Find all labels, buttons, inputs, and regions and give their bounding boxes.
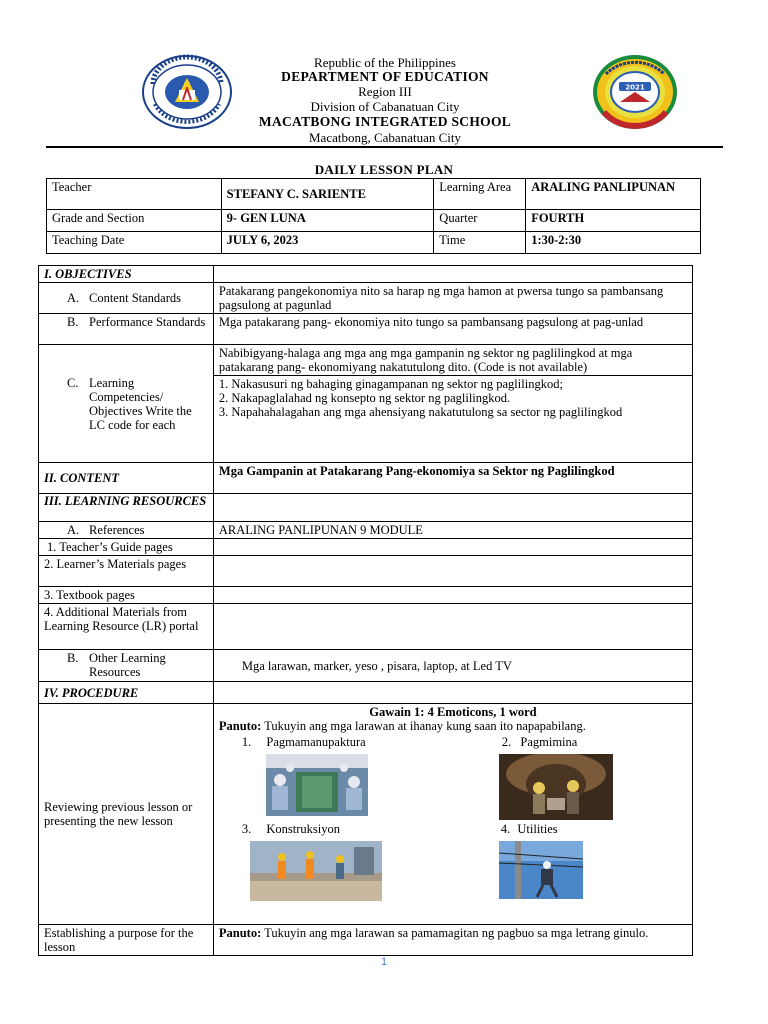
content-standards-label-text: Content Standards bbox=[89, 291, 182, 305]
gawain-instructions bbox=[214, 719, 692, 733]
objectives-heading-blank bbox=[213, 266, 692, 283]
activity-item-1 bbox=[242, 735, 366, 749]
division-line: Division of Cabanatuan City bbox=[310, 99, 460, 114]
competencies-list bbox=[214, 376, 692, 420]
performance-standards-label-text: Performance Standards bbox=[89, 315, 206, 329]
page-number: 1 bbox=[380, 956, 388, 968]
competencies-intro: Nabibigyang-halaga ang mga ang mga gampanin ng sektor ng paglilingkod at mga patakarang pang- ekonomiyang nakatutulong dito. (Code is not available) bbox=[214, 345, 692, 376]
teacher-value: STEFANY C. SARIENTE bbox=[221, 179, 434, 210]
competencies-label-text: Learning Competencies/ Objectives Write the LC code for each bbox=[89, 375, 192, 432]
time-label: Time bbox=[434, 232, 526, 254]
competency-item: 2. Nakapaglalahad ng konsepto ng sektor ng paglilingkod. bbox=[218, 391, 511, 405]
seal-year: 2021 bbox=[625, 83, 645, 92]
purpose-panuto-label: Panuto: bbox=[218, 926, 262, 940]
lesson-plan-table bbox=[38, 265, 693, 956]
manufacturing-photo bbox=[266, 754, 368, 816]
review-label: Reviewing previous lesson or presenting the new lesson bbox=[39, 704, 214, 925]
learning-area-label: Learning Area bbox=[434, 179, 526, 210]
header-rule bbox=[46, 146, 723, 148]
teacher-label: Teacher bbox=[47, 179, 222, 210]
additional-materials-label: 4. Additional Materials from Learning Resource (LR) portal bbox=[39, 604, 214, 650]
content-standards-letter: A. bbox=[67, 291, 80, 305]
other-resources-value: Mga larawan, marker, yeso , pisara, laptop, at Led TV bbox=[213, 650, 692, 682]
activity-item-2 bbox=[502, 735, 577, 749]
content-value: Mga Gampanin at Patakarang Pang-ekonomiya sa Sektor ng Paglilingkod bbox=[213, 463, 692, 494]
school-name: MACATBONG INTEGRATED SCHOOL bbox=[258, 114, 512, 129]
item-number: 4. bbox=[500, 822, 511, 836]
textbook-value bbox=[213, 587, 692, 604]
activity-item-3 bbox=[242, 822, 340, 836]
activity-item-4 bbox=[501, 822, 558, 836]
purpose-label: Establishing a purpose for the lesson bbox=[39, 925, 214, 956]
lesson-info-table bbox=[46, 178, 701, 254]
item-label: Utilities bbox=[517, 822, 558, 836]
learners-materials-label: 2. Learner’s Materials pages bbox=[39, 556, 214, 587]
grade-section-label: Grade and Section bbox=[47, 210, 222, 232]
competency-item: 1. Nakasusuri ng bahaging ginagampanan ng sektor ng paglilingkod; bbox=[218, 377, 563, 391]
references-value: ARALING PANLIPUNAN 9 MODULE bbox=[213, 522, 692, 539]
grade-section-value: 9- GEN LUNA bbox=[221, 210, 434, 232]
mining-photo bbox=[499, 754, 613, 820]
purpose-instructions bbox=[213, 925, 692, 956]
competencies-label bbox=[39, 345, 214, 463]
time-value: 1:30-2:30 bbox=[526, 232, 701, 254]
item-label: Pagmimina bbox=[520, 735, 578, 749]
school-address: Macatbong, Cabanatuan City bbox=[309, 130, 461, 145]
school-seal-logo bbox=[592, 54, 678, 130]
panuto-text: Tukuyin ang mga larawan at ihanay kung saan ito napapabilang. bbox=[264, 719, 586, 733]
competency-item: 3. Napahahalagahan ang mga ahensiyang nakatutulong sa sector ng paglilingkod bbox=[218, 405, 623, 419]
competencies-letter: C. bbox=[67, 375, 79, 390]
item-label: Pagmamanupaktura bbox=[266, 735, 366, 749]
region-line: Region III bbox=[358, 84, 412, 99]
teaching-date-value: JULY 6, 2023 bbox=[221, 232, 434, 254]
procedure-heading: IV. PROCEDURE bbox=[39, 682, 214, 704]
gawain-title: Gawain 1: 4 Emoticons, 1 word bbox=[369, 705, 537, 719]
panuto-label: Panuto: bbox=[218, 719, 262, 733]
utilities-photo bbox=[499, 841, 583, 899]
references-label-text: References bbox=[89, 523, 145, 537]
learning-resources-blank bbox=[213, 494, 692, 522]
purpose-panuto-text: Tukuyin ang mga larawan sa pamamagitan ng pagbuo sa mga letrang ginulo. bbox=[264, 926, 649, 940]
teachers-guide-label: 1. Teacher’s Guide pages bbox=[39, 539, 214, 556]
other-resources-letter: B. bbox=[67, 651, 79, 665]
competencies-cell bbox=[213, 345, 692, 463]
performance-standards-value: Mga patakarang pang- ekonomiya nito tungo sa pambansang pagsulong at pag-unlad bbox=[213, 314, 692, 345]
performance-standards-label bbox=[39, 314, 214, 345]
item-number: 3. bbox=[241, 822, 252, 836]
document-title: DAILY LESSON PLAN bbox=[314, 162, 454, 177]
textbook-label: 3. Textbook pages bbox=[39, 587, 214, 604]
department-line: DEPARTMENT OF EDUCATION bbox=[281, 69, 489, 84]
item-label: Konstruksiyon bbox=[266, 822, 341, 836]
republic-line: Republic of the Philippines bbox=[314, 55, 456, 70]
performance-standards-letter: B. bbox=[67, 315, 79, 329]
item-number: 2. bbox=[501, 735, 512, 749]
teaching-date-label: Teaching Date bbox=[47, 232, 222, 254]
quarter-label: Quarter bbox=[434, 210, 526, 232]
references-label bbox=[39, 522, 214, 539]
teachers-guide-value bbox=[213, 539, 692, 556]
references-letter: A. bbox=[67, 523, 80, 537]
letterhead bbox=[0, 50, 768, 150]
content-standards-value: Patakarang pangekonomiya nito sa harap ng mga hamon at pwersa tungo sa pambansang pagsulong at pagunlad bbox=[213, 283, 692, 314]
other-resources-label bbox=[39, 650, 214, 682]
learning-resources-heading: III. LEARNING RESOURCES bbox=[39, 494, 214, 522]
additional-materials-value bbox=[213, 604, 692, 650]
content-heading: II. CONTENT bbox=[39, 463, 214, 494]
learning-area-value: ARALING PANLIPUNAN bbox=[526, 179, 701, 210]
objectives-heading: I. OBJECTIVES bbox=[39, 266, 214, 283]
procedure-heading-blank bbox=[213, 682, 692, 704]
construction-photo bbox=[250, 841, 382, 901]
other-resources-label-text: Other Learning Resources bbox=[89, 651, 166, 679]
learners-materials-value bbox=[213, 556, 692, 587]
content-standards-label bbox=[39, 283, 214, 314]
quarter-value: FOURTH bbox=[526, 210, 701, 232]
item-number: 1. bbox=[241, 735, 252, 749]
review-activity-cell bbox=[213, 704, 692, 925]
